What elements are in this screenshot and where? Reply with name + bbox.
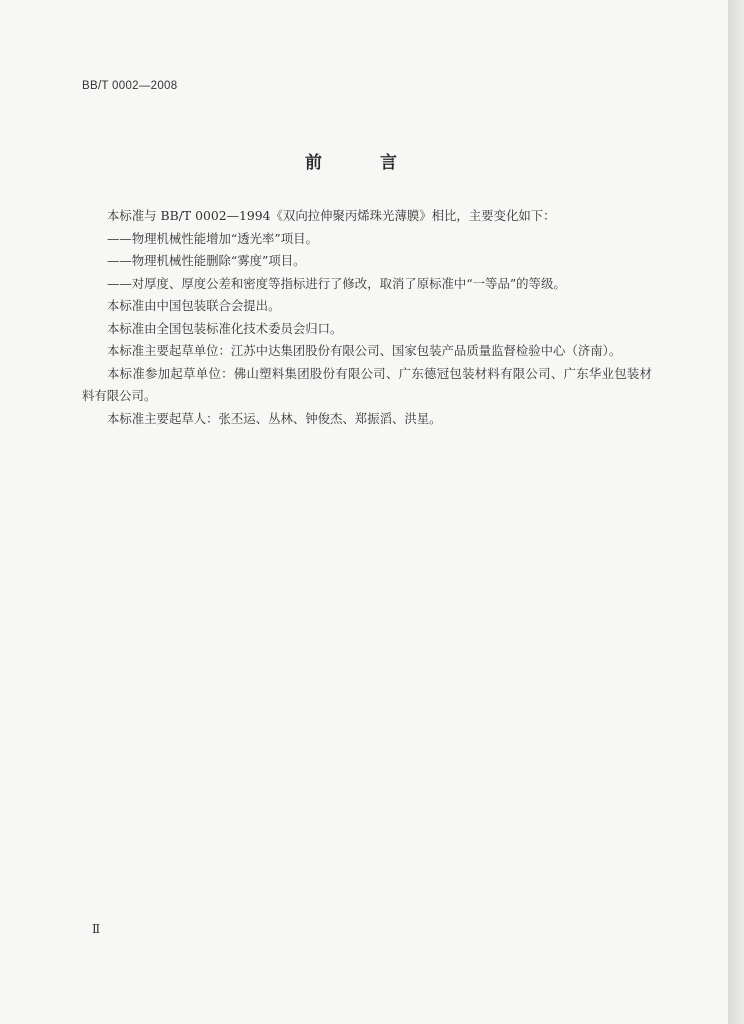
page-number: Ⅱ: [92, 922, 101, 936]
standard-code: BB/T 0002—2008: [82, 80, 178, 92]
paragraph-change-1: ——物理机械性能增加“透光率”项目。: [107, 230, 318, 246]
paragraph-change-2: ——物理机械性能删除“雾度”项目。: [107, 253, 306, 268]
paragraph-main-changes: 本标准与 BB/T 0002—1994《双向拉伸聚丙烯珠光薄膜》相比，主要变化如下：: [107, 208, 556, 223]
page-title: 前 言: [305, 153, 423, 173]
foreword-body: [82, 205, 652, 430]
paragraph-change-3: ——对厚度、厚度公差和密度等指标进行了修改，取消了原标准中“一等品”的等级。: [107, 275, 566, 291]
paragraph-main-drafters: 本标准主要起草人：张丕运、丛林、钟俊杰、郑振滔、洪星。: [107, 410, 442, 426]
paragraph-main-drafters-unit: 本标准主要起草单位：江苏中达集团股份有限公司、国家包装产品质量监督检验中心（济南）。: [107, 343, 622, 358]
paragraph-proposed-by: 本标准由中国包装联合会提出。: [107, 298, 281, 313]
page-edge-shadow: [728, 0, 744, 1024]
paragraph-participating-units: 本标准参加起草单位：佛山塑料集团股份有限公司、广东德冠包装材料有限公司、广东华业包装材料有限公司。: [82, 365, 652, 403]
paragraph-centralized-by: 本标准由全国包装标准化技术委员会归口。: [107, 320, 343, 336]
